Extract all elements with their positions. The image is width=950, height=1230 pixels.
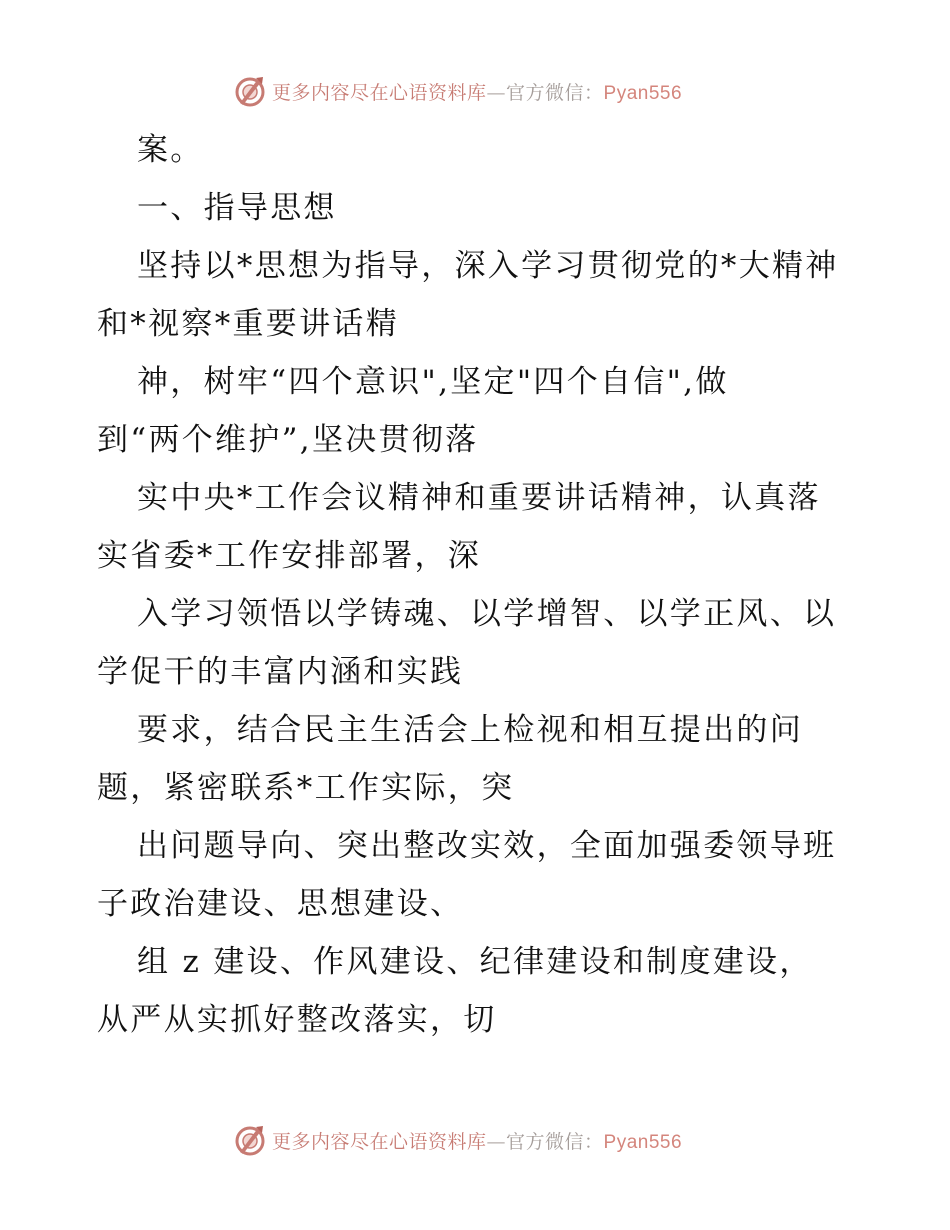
watermark-site-text: 更多内容尽在心语资料库 — [272, 1130, 487, 1153]
watermark-label: 官方微信： — [506, 81, 604, 104]
footer-watermark — [232, 1120, 682, 1160]
text-line: 要求，结合民主生活会上检视和相互提出的问 — [137, 712, 803, 748]
watermark-dash: — — [486, 81, 507, 104]
text-line: 学促干的丰富内涵和实践 — [97, 654, 464, 690]
text-line: 题，紧密联系*工作实际，突 — [97, 770, 515, 806]
text-line: 到“两个维护”,坚决贯彻落 — [97, 422, 479, 458]
quill-pen-logo-icon — [232, 73, 268, 109]
text-line: 案。 — [137, 132, 204, 168]
watermark-text — [272, 1127, 682, 1154]
text-line: 坚持以*思想为指导，深入学习贯彻党的*大精神 — [137, 248, 839, 284]
header-watermark — [232, 71, 682, 111]
text-line: 一、指导思想 — [137, 190, 337, 226]
text-line: 组 z 建设、作风建设、纪律建设和制度建设， — [137, 944, 813, 980]
watermark-text — [272, 78, 682, 105]
document-body — [97, 121, 857, 1049]
text-line: 入学习领悟以学铸魂、以学增智、以学正风、以 — [137, 596, 837, 632]
text-line: 和*视察*重要讲话精 — [97, 306, 399, 342]
text-line: 实中央*工作会议精神和重要讲话精神，认真落 — [137, 480, 821, 516]
quill-pen-logo-icon — [232, 1122, 268, 1158]
watermark-wechat-id: Pyan556 — [603, 82, 683, 104]
text-line: 实省委*工作安排部署，深 — [97, 538, 482, 574]
watermark-wechat-id: Pyan556 — [603, 1131, 683, 1153]
watermark-label: 官方微信： — [506, 1130, 604, 1153]
text-line: 从严从实抓好整改落实，切 — [97, 1002, 497, 1038]
text-line: 子政治建设、思想建设、 — [97, 886, 464, 922]
text-line: 出问题导向、突出整改实效，全面加强委领导班 — [137, 828, 837, 864]
watermark-site-text: 更多内容尽在心语资料库 — [272, 81, 487, 104]
text-line: 神，树牢“四个意识",坚定"四个自信",做 — [137, 364, 729, 400]
watermark-dash: — — [486, 1130, 507, 1153]
